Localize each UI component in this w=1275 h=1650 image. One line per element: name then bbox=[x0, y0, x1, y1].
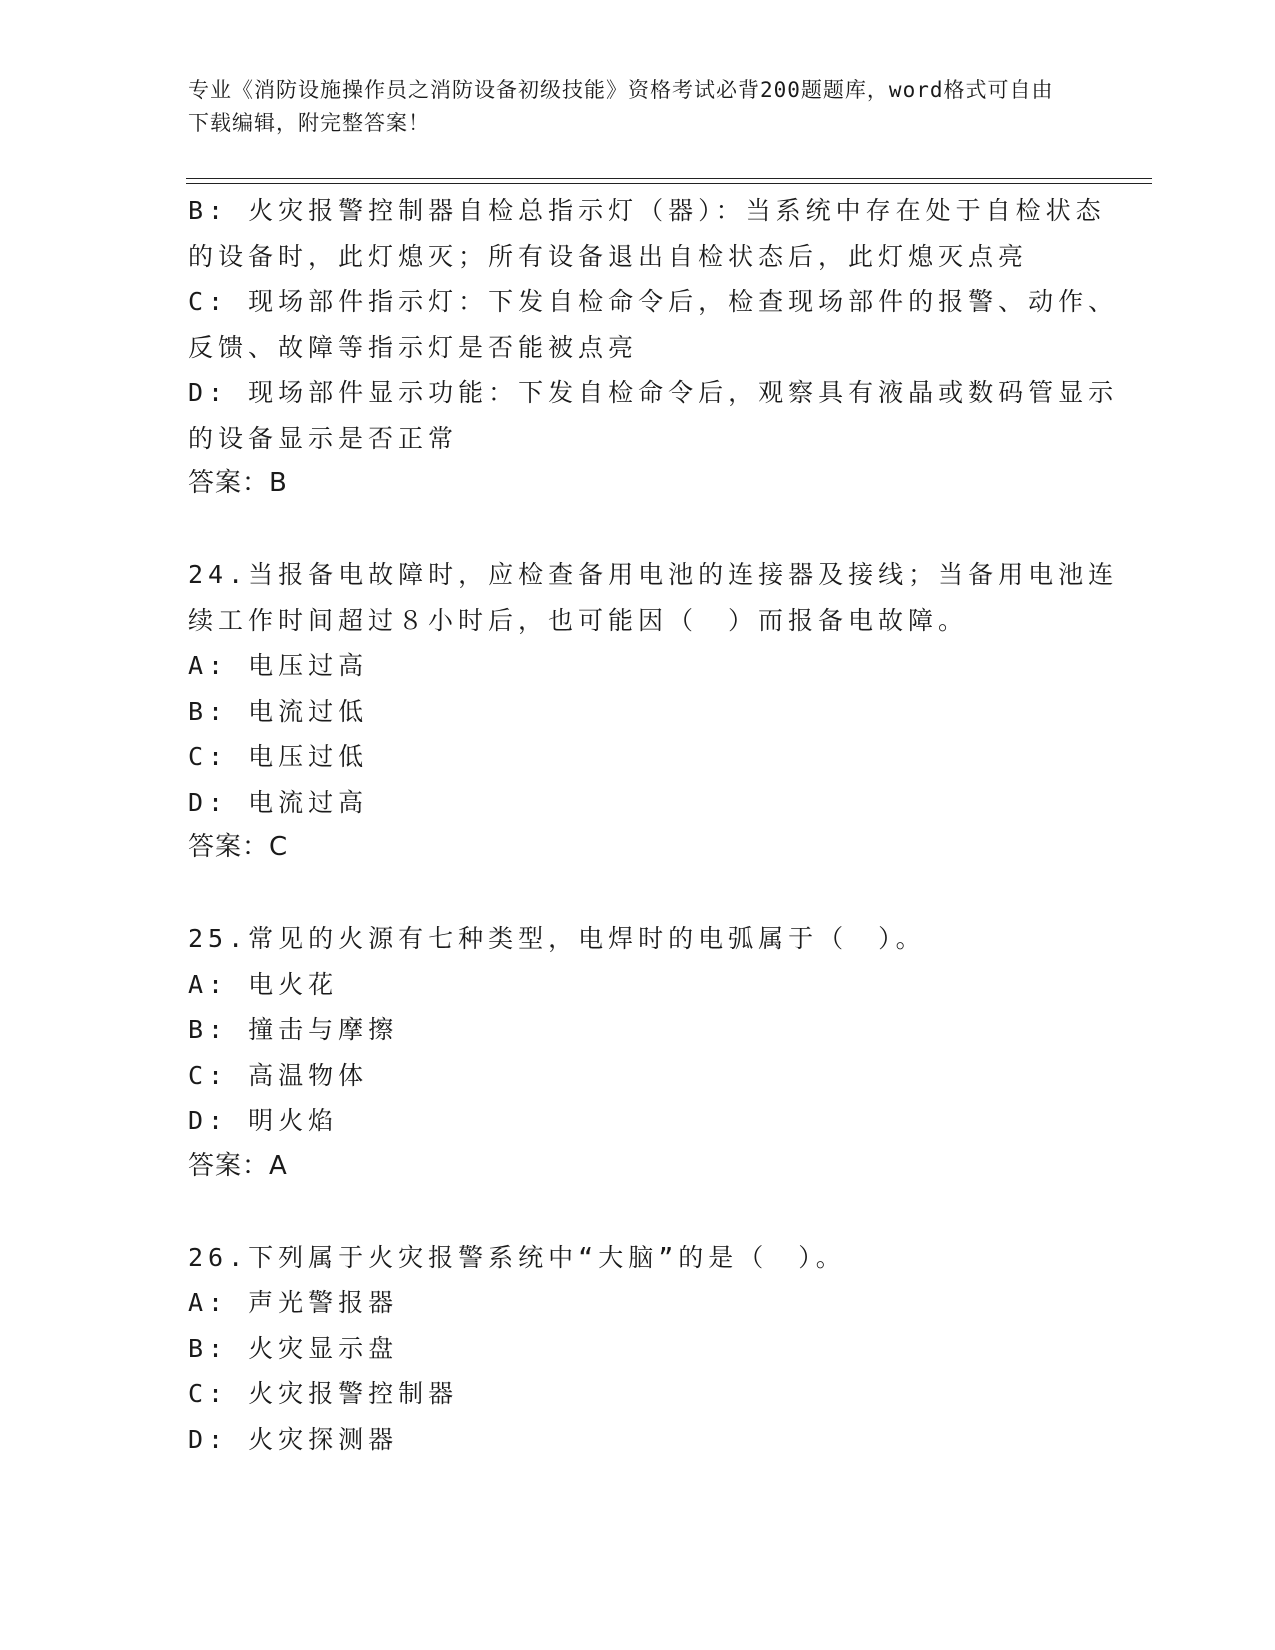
option-d-line-2: 的设备显示是否正常 bbox=[188, 423, 459, 453]
question-24 bbox=[188, 552, 1119, 871]
option-d: D: 电流过高 bbox=[188, 787, 369, 817]
option-c-line-1: C: 现场部件指示灯：下发自检命令后，检查现场部件的报警、动作、 bbox=[188, 287, 1119, 316]
option-b-line-1: B: 火灾报警控制器自检总指示灯（器）：当系统中存在处于自检状态 bbox=[188, 196, 1106, 225]
question-stem: 25.常见的火源有七种类型，电焊时的电弧属于（ ）。 bbox=[188, 924, 926, 953]
option-b: B: 撞击与摩擦 bbox=[188, 1015, 399, 1044]
option-c: C: 电压过低 bbox=[188, 742, 369, 771]
option-c-line-2: 反馈、故障等指示灯是否能被点亮 bbox=[188, 332, 639, 362]
option-d: D: 明火焰 bbox=[188, 1106, 339, 1135]
option-a: A: 电压过高 bbox=[188, 651, 369, 680]
answer-label: 答案：A bbox=[188, 1150, 288, 1181]
question-26 bbox=[188, 1235, 1088, 1463]
option-d: D: 火灾探测器 bbox=[188, 1424, 399, 1454]
question-stem-line-2: 续工作时间超过８小时后，也可能因（ ）而报备电故障。 bbox=[188, 605, 969, 635]
option-a: A: 电火花 bbox=[188, 969, 339, 999]
question-spacer bbox=[188, 507, 1088, 553]
option-d-line-1: D: 现场部件显示功能：下发自检命令后，观察具有液晶或数码管显示 bbox=[188, 378, 1119, 407]
question-spacer bbox=[188, 1189, 1088, 1235]
answer-label: 答案：B bbox=[188, 468, 288, 498]
option-b: B: 电流过低 bbox=[188, 696, 369, 726]
question-stem: 26.下列属于火灾报警系统中“大脑”的是（ ）。 bbox=[188, 1242, 846, 1272]
question-25 bbox=[188, 916, 1088, 1189]
option-b-line-2: 的设备时，此灯熄灭；所有设备退出自检状态后，此灯熄灭点亮 bbox=[188, 241, 1029, 271]
question-content bbox=[188, 188, 1119, 1462]
header-rule-bottom bbox=[186, 183, 1152, 184]
option-b: B: 火灾显示盘 bbox=[188, 1333, 399, 1363]
option-c: C: 火灾报警控制器 bbox=[188, 1379, 459, 1408]
option-a: A: 声光警报器 bbox=[188, 1288, 399, 1317]
document-header: 专业《消防设施操作员之消防设备初级技能》资格考试必背200题题库，word格式可自由下载编辑，附完整答案！ bbox=[188, 78, 1054, 135]
option-c: C: 高温物体 bbox=[188, 1060, 369, 1090]
question-23-tail bbox=[188, 188, 1119, 507]
answer-label: 答案：C bbox=[188, 832, 289, 862]
header-rule-top bbox=[186, 178, 1152, 179]
question-spacer bbox=[188, 871, 1088, 917]
question-stem-line-1: 24.当报备电故障时，应检查备用电池的连接器及接线；当备用电池连 bbox=[188, 560, 1119, 589]
